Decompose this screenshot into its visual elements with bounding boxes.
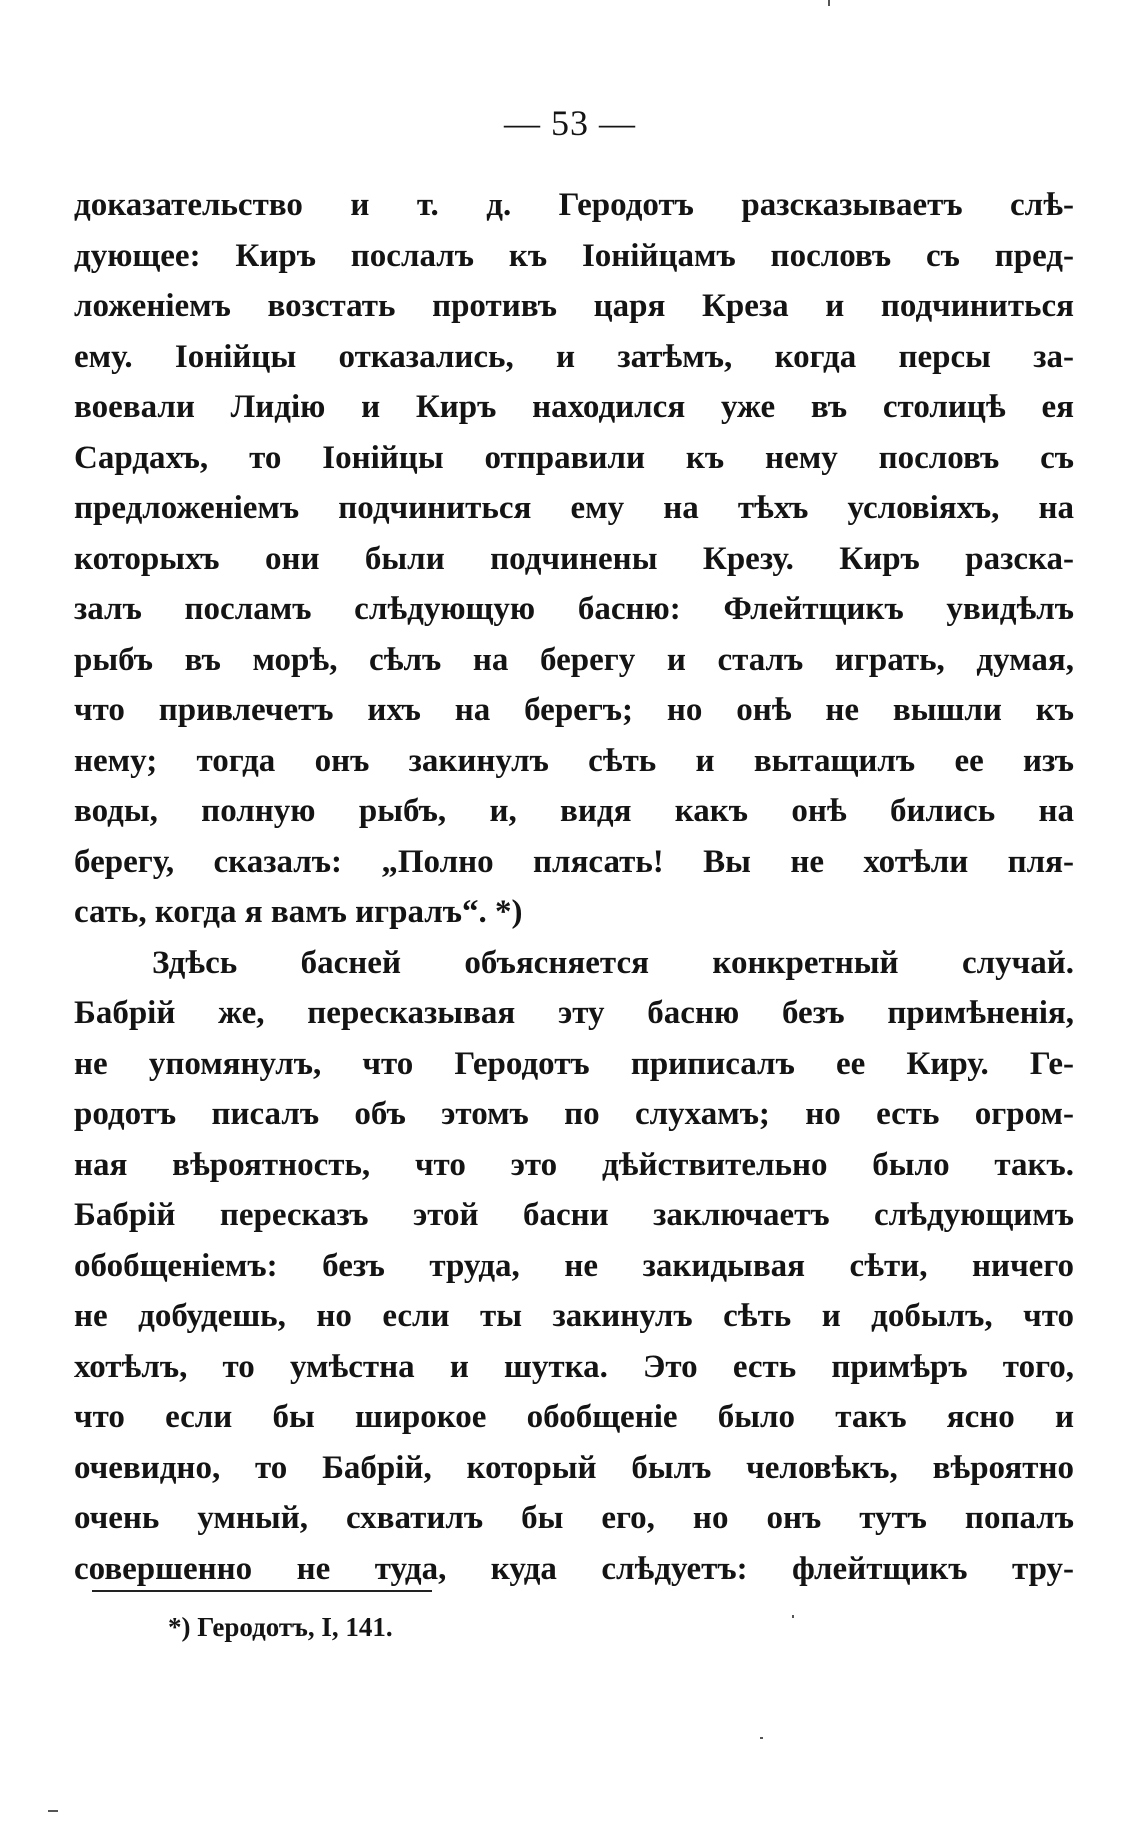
- body-text: [74, 180, 1074, 1594]
- text-line: берегу, сказалъ: „Полно плясать! Вы не хотѣли пля-: [74, 843, 1074, 880]
- text-line: воды, полную рыбъ, и, видя какъ онѣ бились на: [74, 793, 1074, 829]
- text-line: воевали Лидію и Киръ находился уже въ столицѣ ея: [74, 389, 1074, 425]
- scan-speck: [760, 1737, 763, 1739]
- text-line: которыхъ они были подчинены Крезу. Киръ разска-: [74, 540, 1074, 577]
- text-line: предложеніемъ подчиниться ему на тѣхъ условіяхъ, на: [74, 490, 1074, 526]
- text-line: нему; тогда онъ закинулъ сѣть и вытащилъ ее изъ: [74, 742, 1074, 779]
- text-line: ная вѣроятность, что это дѣйствительно было такъ.: [74, 1146, 1074, 1183]
- text-line: сать, когда я вамъ игралъ“. *): [74, 894, 523, 930]
- text-line: рыбъ въ морѣ, сѣлъ на берегу и сталъ играть, думая,: [74, 641, 1074, 678]
- text-line: очень умный, схватилъ бы его, но онъ тутъ попалъ: [74, 1500, 1074, 1536]
- footnote: *) Геродотъ, I, 141.: [168, 1612, 393, 1642]
- text-line: ложеніемъ возстать противъ царя Креза и подчиниться: [74, 288, 1074, 324]
- scan-speck: [48, 1810, 58, 1812]
- text-line: обобщеніемъ: безъ труда, не закидывая сѣти, ничего: [74, 1247, 1074, 1284]
- scan-speck: [828, 0, 830, 6]
- text-line: Сардахъ, то Іонійцы отправили къ нему пословъ съ: [74, 439, 1074, 476]
- text-line: Бабрій пересказъ этой басни заключаетъ слѣдующимъ: [74, 1197, 1074, 1233]
- scan-speck: [792, 1615, 794, 1618]
- text-line: ему. Іонійцы отказались, и затѣмъ, когда персы за-: [74, 338, 1074, 375]
- text-line: что привлечетъ ихъ на берегъ; но онѣ не вышли къ: [74, 692, 1074, 728]
- text-line: дующее: Киръ послалъ къ Іонійцамъ пословъ съ пред-: [74, 237, 1074, 274]
- text-line: не упомянулъ, что Геродотъ приписалъ ее Киру. Ге-: [74, 1045, 1074, 1082]
- text-line: хотѣлъ, то умѣстна и шутка. Это есть примѣръ того,: [74, 1348, 1074, 1385]
- text-line: не добудешь, но если ты закинулъ сѣть и добылъ, что: [74, 1298, 1074, 1334]
- text-line: Бабрій же, пересказывая эту басню безъ примѣненія,: [74, 995, 1074, 1031]
- page-number: — 53 —: [504, 103, 636, 143]
- text-line: что если бы широкое обобщеніе было такъ ясно и: [74, 1399, 1074, 1435]
- footnote-divider: [92, 1590, 432, 1592]
- paragraph-first-line: Здѣсь басней объясняется конкретный случай.: [152, 944, 1074, 981]
- text-line: совершенно не туда, куда слѣдуетъ: флейтщикъ тру-: [74, 1550, 1074, 1587]
- text-line: залъ посламъ слѣдующую басню: Флейтщикъ увидѣлъ: [74, 591, 1074, 627]
- text-line: доказательство и т. д. Геродотъ разсказываетъ слѣ-: [74, 187, 1074, 223]
- text-line: родотъ писалъ объ этомъ по слухамъ; но есть огром-: [74, 1096, 1074, 1132]
- text-line: очевидно, то Бабрій, который былъ человѣкъ, вѣроятно: [74, 1449, 1074, 1486]
